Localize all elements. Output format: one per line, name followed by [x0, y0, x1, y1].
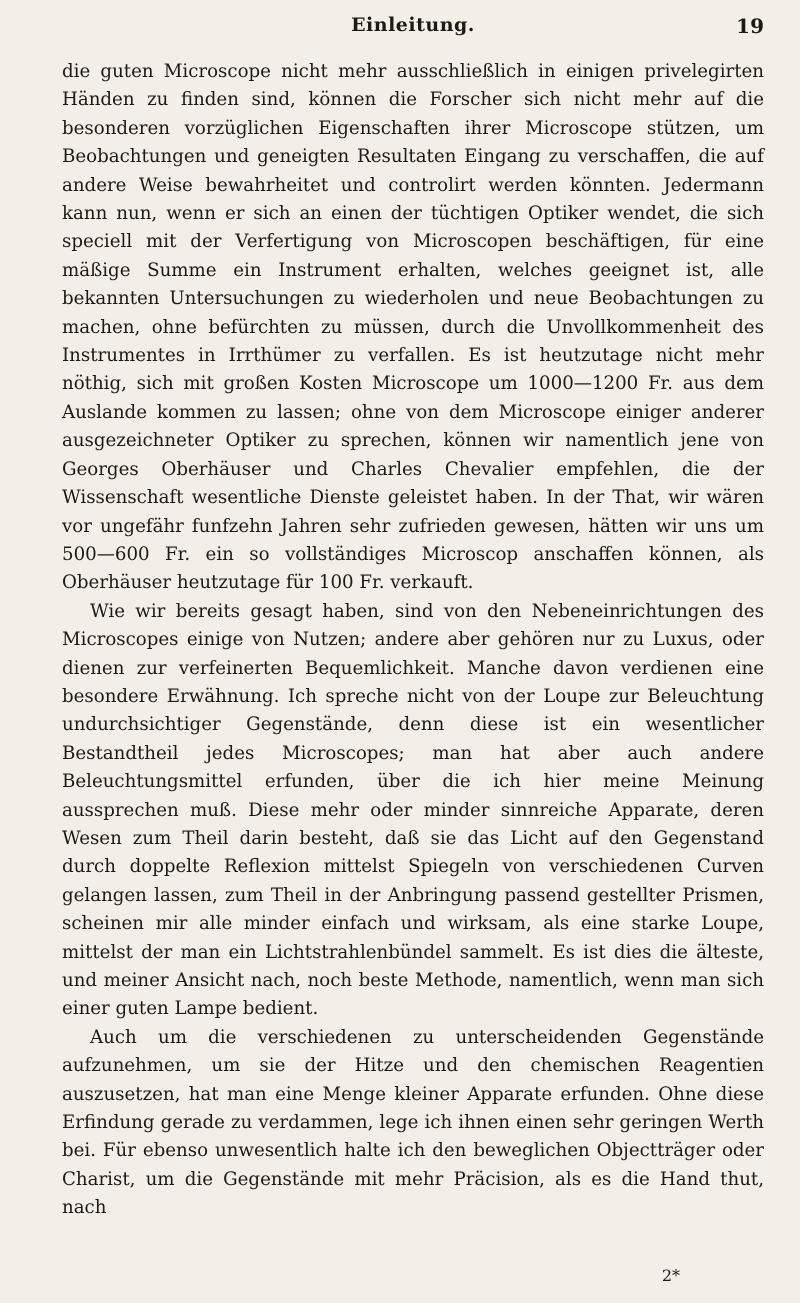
paragraph-3: Auch um die verschiedenen zu unterscheidenden Gegenstände aufzunehmen, um sie der Hitze und den chemischen Reagentien auszusetzen, hat man eine Menge kleiner Apparate erfunden. Ohne diese Erfindung gerade zu verdammen, lege ich ihnen einen sehr geringen Werth bei. Für ebenso unwesentlich halte ich den beweglichen Objectträger oder Charist, um die Gegenstände mit mehr Präcision, als es die Hand thut, nach [62, 1026, 764, 1219]
page-number: 19 [736, 14, 764, 38]
paragraph-1: die guten Microscope nicht mehr ausschließlich in einigen privelegirten Händen zu finden sind, können die Forscher sich nicht mehr auf die besonderen vorzüglichen Eigenschaften ihrer Microscope stützen, um Beobachtungen und geneigten Resultaten Eingang zu verschaffen, die auf andere Weise bewahrheitet und controlirt werden könnten. Jedermann kann nun, wenn er sich an einen der tüchtigen Optiker wendet, die sich speciell mit der Verfertigung von Microscopen beschäftigen, für eine mäßige Summe ein Instrument erhalten, welches geeignet ist, alle bekannten Untersuchungen zu wiederholen und neue Beobachtungen zu machen, ohne befürchten zu müssen, durch die Unvollkommenheit des Instrumentes in Irrthümer zu verfallen. Es ist heutzutage nicht mehr nöthig, sich mit großen Kosten Microscope um 1000—1200 Fr. aus dem Auslande kommen zu lassen; ohne von dem Microscope einiger anderer ausgezeichneter Optiker zu sprechen, können wir namentlich jene von Georges Oberhäuser und Charles Chevalier empfehlen, die der Wissenschaft wesentliche Dienste geleistet haben. In der That, wir wären vor ungefähr funfzehn Jahren sehr zufrieden gewesen, hätten wir uns um 500—600 Fr. ein so vollständiges Microscop anschaffen können, als Oberhäuser heutzutage für 100 Fr. verkauft. [62, 61, 764, 594]
paragraph-2: Wie wir bereits gesagt haben, sind von den Nebeneinrichtungen des Microscopes einige von Nutzen; andere aber gehören nur zu Luxus, oder dienen zur verfeinerten Bequemlichkeit. Manche davon verdienen eine besondere Erwähnung. Ich spreche nicht von der Loupe zur Beleuchtung undurchsichtiger Gegenstände, denn diese ist ein wesentlicher Bestandtheil jedes Microscopes; man hat aber auch andere Beleuchtungsmittel erfunden, über die ich hier meine Meinung aussprechen muß. Diese mehr oder minder sinnreiche Apparate, deren Wesen zum Theil darin besteht, daß sie das Licht auf den Gegenstand durch doppelte Reflexion mittelst Spiegeln von verschiedenen Curven gelangen lassen, zum Theil in der Anbringung passend gestellter Prismen, scheinen mir alle minder einfach und wirksam, als eine starke Loupe, mittelst der man ein Lichtstrahlenbündel sammelt. Es ist dies die älteste, und meiner Ansicht nach, noch beste Methode, namentlich, wenn man sich einer guten Lampe bedient. [62, 600, 764, 1020]
running-title: Einleitung. [351, 14, 475, 36]
body-text [62, 58, 764, 1223]
page-header [62, 6, 764, 40]
signature-mark: 2* [661, 1266, 680, 1285]
